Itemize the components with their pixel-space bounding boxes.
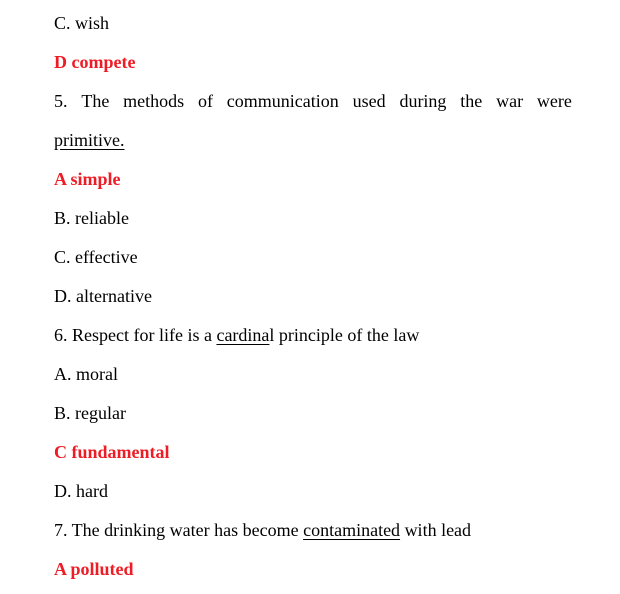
q5-answer-a: A simple: [54, 169, 121, 189]
q5-word: of: [197, 91, 213, 111]
q5-word: were: [536, 91, 572, 111]
q5-word: 5.: [54, 91, 68, 111]
q6-answer-c: C fundamental: [54, 442, 170, 462]
q6-option-a: A. moral: [54, 364, 118, 384]
q5-word: communication: [226, 91, 339, 111]
q6-option-d: D. hard: [54, 481, 108, 501]
q5-question-stem: [54, 90, 572, 112]
q7-question-stem: [54, 519, 471, 541]
q6-underlined-word: cardina: [216, 325, 270, 345]
q5-word: methods: [123, 91, 185, 111]
q7-stem-after: with lead: [400, 520, 472, 540]
q5-word: The: [81, 91, 110, 111]
q6-stem-before: 6. Respect for life is a: [54, 325, 217, 345]
q7-answer-a: A polluted: [54, 559, 134, 579]
q5-word: war: [496, 91, 524, 111]
q5-option-b: B. reliable: [54, 208, 129, 228]
q5-option-c: C. effective: [54, 247, 138, 267]
q5-underlined-word: primitive.: [54, 130, 125, 150]
q7-underlined-word: contaminated: [303, 520, 401, 540]
q5-word: during: [399, 91, 447, 111]
q6-question-stem: [54, 324, 419, 346]
q5-option-d: D. alternative: [54, 286, 152, 306]
q5-word: the: [460, 91, 483, 111]
q5-word: used: [352, 91, 386, 111]
q4-answer-d: D compete: [54, 52, 136, 72]
q6-option-b: B. regular: [54, 403, 126, 423]
q7-stem-before: 7. The drinking water has become: [54, 520, 304, 540]
q6-stem-after: l principle of the law: [269, 325, 420, 345]
q4-option-c: C. wish: [54, 13, 110, 33]
